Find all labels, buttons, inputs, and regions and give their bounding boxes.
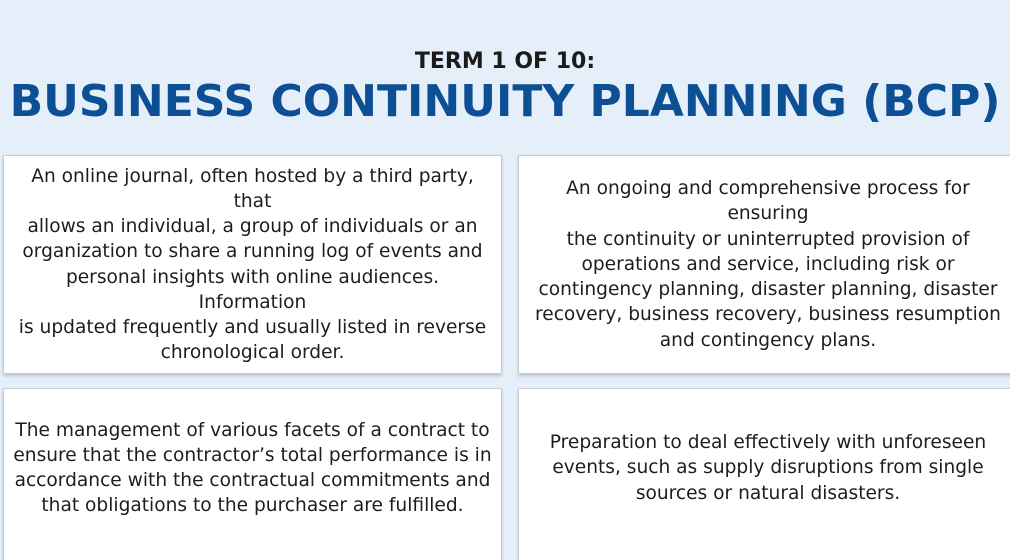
text-line: organization to share a running log of events and <box>22 241 483 263</box>
text-line: The management of various facets of a contract to <box>15 419 490 441</box>
text-line: allows an individual, a group of individuals or an <box>27 216 478 238</box>
text-line: ensure that the contractor’s total performance is in <box>13 444 492 466</box>
text-line: recovery, business recovery, business resumption <box>535 304 1001 326</box>
answer-card-3[interactable] <box>3 388 502 560</box>
text-line: An online journal, often hosted by a third party, that <box>31 165 474 212</box>
term-title: BUSINESS CONTINUITY PLANNING (BCP) <box>9 76 1001 127</box>
term-counter: TERM 1 OF 10: <box>414 49 596 74</box>
answer-card-1[interactable] <box>3 155 502 374</box>
answer-card-2-text <box>519 176 1010 352</box>
text-line: events, such as supply disruptions from single <box>552 457 984 479</box>
answer-card-2[interactable] <box>518 155 1010 374</box>
quiz-header <box>0 0 1010 156</box>
text-line: and contingency plans. <box>659 329 877 351</box>
answer-card-4[interactable] <box>518 388 1010 560</box>
text-line: contingency planning, disaster planning, disaster <box>538 279 998 301</box>
text-line: accordance with the contractual commitments and <box>14 470 491 491</box>
text-line: that obligations to the purchaser are fulfilled. <box>41 495 464 517</box>
text-line: Preparation to deal effectively with unforeseen <box>549 432 987 454</box>
answer-card-1-text <box>4 164 501 366</box>
text-line: personal insights with online audiences. Information <box>65 266 440 313</box>
text-line: sources or natural disasters. <box>635 482 901 504</box>
text-line: operations and service, including risk or <box>581 253 955 275</box>
text-line: is updated frequently and usually listed in reverse <box>18 316 487 338</box>
answer-card-3-text <box>7 418 497 519</box>
text-line: the continuity or uninterrupted provision of <box>566 228 970 250</box>
answer-card-4-text <box>544 430 992 506</box>
text-line: chronological order. <box>160 342 345 364</box>
text-line: An ongoing and comprehensive process for ensuring <box>566 178 970 225</box>
